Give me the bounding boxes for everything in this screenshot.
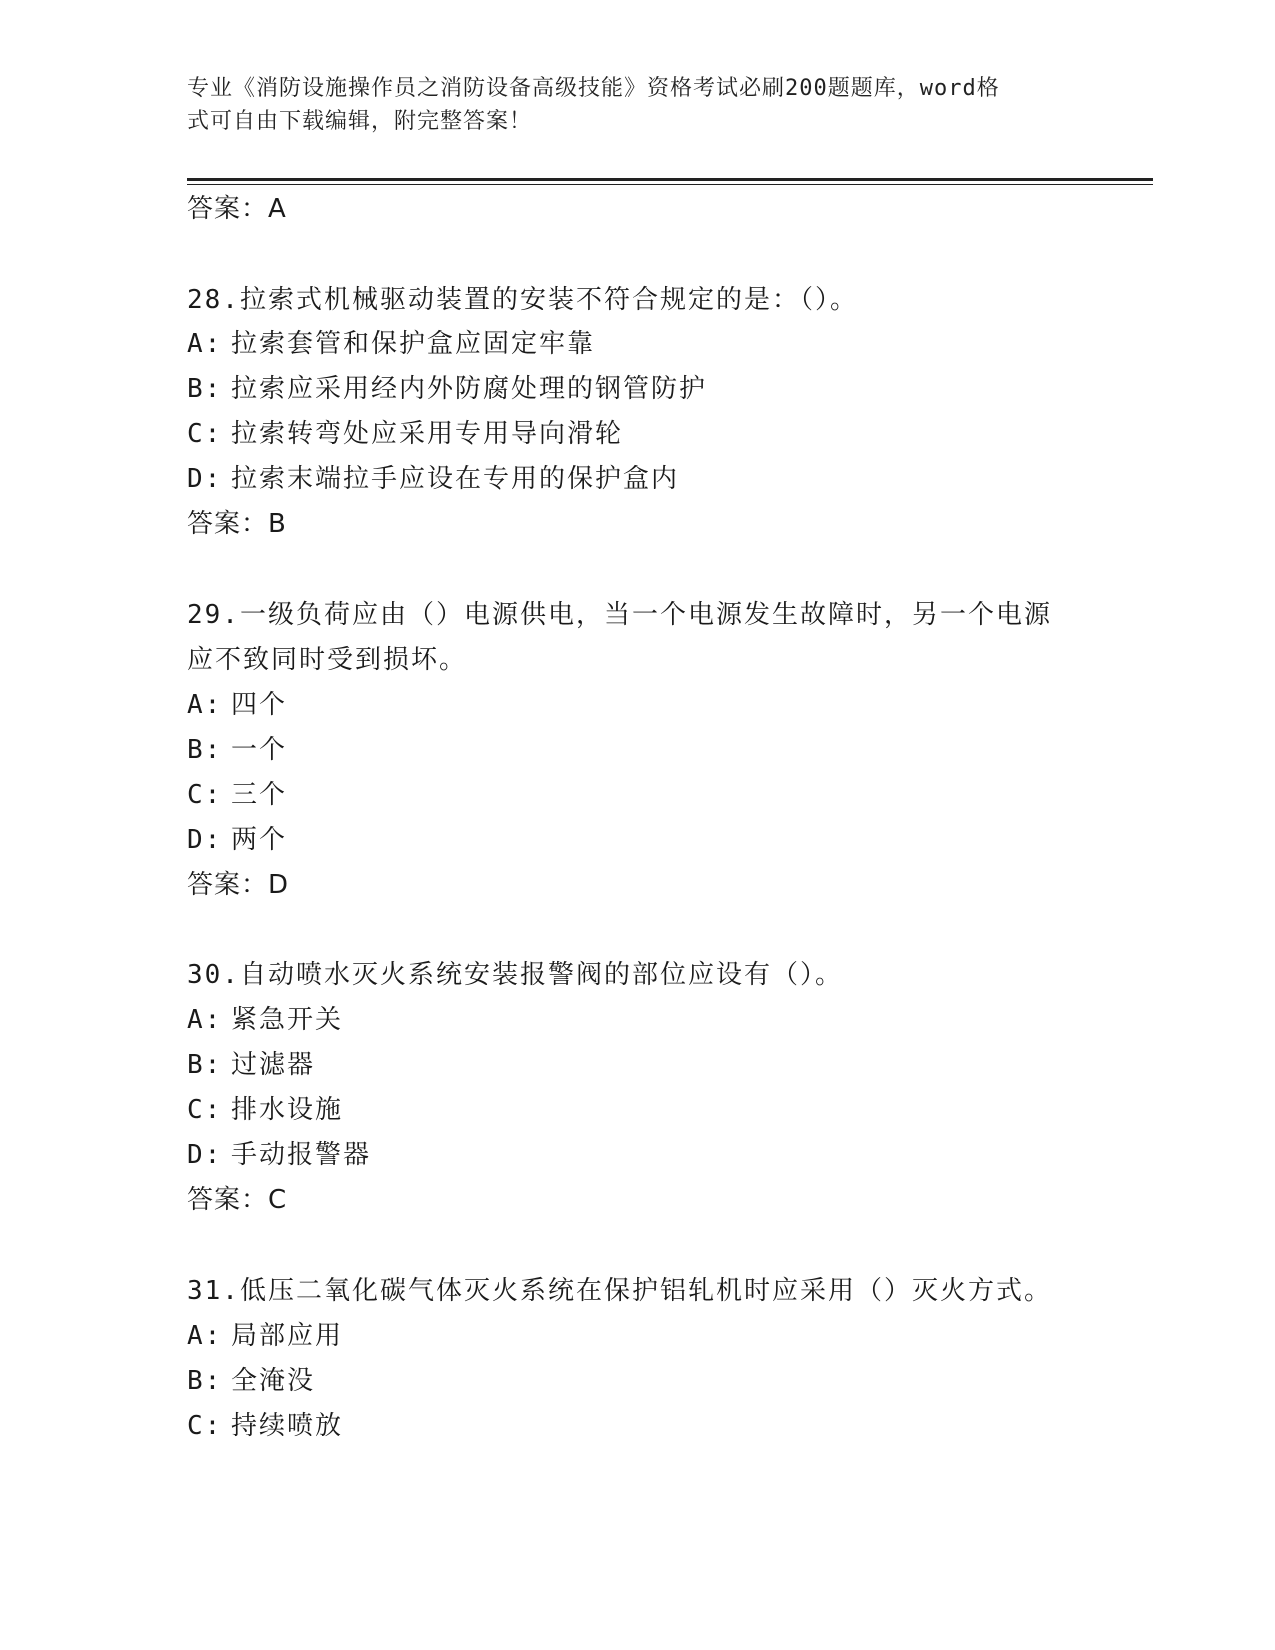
option-text: 过滤器 xyxy=(231,1050,316,1080)
header-rule-thin xyxy=(187,184,1153,185)
option-line xyxy=(187,1409,343,1443)
option-key: D: xyxy=(187,825,223,855)
option-line xyxy=(187,417,623,451)
option-text: 全淹没 xyxy=(231,1366,316,1396)
option-key: B: xyxy=(187,1366,223,1396)
option-line xyxy=(187,1319,343,1353)
option-key: C: xyxy=(187,780,223,810)
answer-line: 答案：C xyxy=(187,1185,288,1215)
option-line xyxy=(187,1048,315,1082)
header-line-2: 式可自由下载编辑，附完整答案！ xyxy=(187,109,533,134)
answer-line: 答案：A xyxy=(187,194,287,224)
option-key: A: xyxy=(187,1005,223,1035)
document-header xyxy=(187,72,1087,138)
option-key: D: xyxy=(187,464,223,494)
option-text: 紧急开关 xyxy=(231,1005,344,1035)
option-line xyxy=(187,1138,371,1172)
option-line xyxy=(187,823,287,857)
question-stem-continued: 应不致同时受到损坏。 xyxy=(187,645,468,675)
option-text: 手动报警器 xyxy=(231,1140,372,1170)
option-text: 三个 xyxy=(231,780,288,810)
option-key: A: xyxy=(187,1321,223,1351)
option-line xyxy=(187,327,595,361)
option-text: 拉索应采用经内外防腐处理的钢管防护 xyxy=(231,374,708,404)
option-line xyxy=(187,372,707,406)
question-stem: 29.一级负荷应由（）电源供电，当一个电源发生故障时，另一个电源 xyxy=(187,600,1052,630)
option-line xyxy=(187,778,287,812)
option-text: 两个 xyxy=(231,825,288,855)
header-line-1: 专业《消防设施操作员之消防设备高级技能》资格考试必刷200题题库，word格 xyxy=(187,76,1000,101)
option-text: 持续喷放 xyxy=(231,1411,344,1441)
option-key: A: xyxy=(187,690,223,720)
option-text: 四个 xyxy=(231,690,288,720)
option-line xyxy=(187,1093,343,1127)
header-rule-thick xyxy=(187,178,1153,181)
option-text: 一个 xyxy=(231,735,288,765)
option-text: 排水设施 xyxy=(231,1095,344,1125)
option-line xyxy=(187,1003,343,1037)
option-key: B: xyxy=(187,374,223,404)
question-stem: 30.自动喷水灭火系统安装报警阀的部位应设有（）。 xyxy=(187,960,843,990)
option-key: B: xyxy=(187,735,223,765)
answer-line: 答案：D xyxy=(187,870,290,900)
option-key: A: xyxy=(187,329,223,359)
question-stem: 28.拉索式机械驱动装置的安装不符合规定的是：（）。 xyxy=(187,285,858,315)
option-line xyxy=(187,1364,315,1398)
option-line xyxy=(187,462,679,496)
option-text: 拉索套管和保护盒应固定牢靠 xyxy=(231,329,596,359)
option-text: 局部应用 xyxy=(231,1321,344,1351)
option-text: 拉索末端拉手应设在专用的保护盒内 xyxy=(231,464,680,494)
question-stem: 31.低压二氧化碳气体灭火系统在保护铝轧机时应采用（）灭火方式。 xyxy=(187,1276,1052,1306)
option-key: B: xyxy=(187,1050,223,1080)
option-line xyxy=(187,733,287,767)
option-text: 拉索转弯处应采用专用导向滑轮 xyxy=(231,419,624,449)
option-key: C: xyxy=(187,1411,223,1441)
option-key: C: xyxy=(187,419,223,449)
answer-line: 答案：B xyxy=(187,509,287,539)
option-key: C: xyxy=(187,1095,223,1125)
option-line xyxy=(187,688,287,722)
option-key: D: xyxy=(187,1140,223,1170)
